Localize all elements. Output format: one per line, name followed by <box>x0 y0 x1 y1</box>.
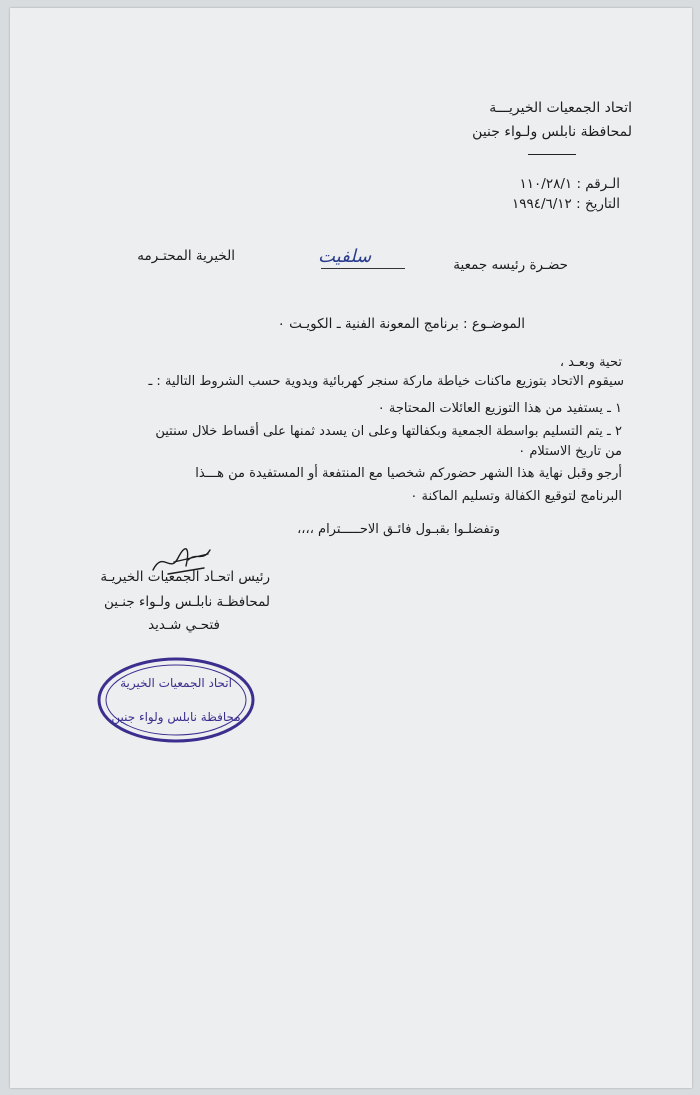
addressee-title: الخيرية المحتـرمه <box>137 248 235 264</box>
condition-item-1: ١ ـ يستفيد من هذا التوزيع العائلات المحتاجة ٠ <box>377 401 622 416</box>
letter-date: التاريخ : ١٩٩٤/٦/١٢ <box>511 196 620 212</box>
signatory-name: فتحـي شـديد <box>148 617 220 633</box>
subject-line: الموضـوع : برنامج المعونة الفنية ـ الكويـت ٠ <box>277 316 525 332</box>
letterhead-line-2: لمحافظة نابلس ولـواء جنين <box>472 124 632 140</box>
addressee-salutation: حضـرة رئيسه جمعية <box>453 257 568 273</box>
request-paragraph: أرجو وقبل نهاية هذا الشهر حضوركم شخصيا مع المنتفعة أو المستفيدة من هـــذا <box>195 466 622 481</box>
stamp-text-bottom: محافظة نابلس ولواء جنين <box>111 710 241 724</box>
condition-item-2: ٢ ـ يتم التسليم بواسطة الجمعية وبكفالتها وعلى ان يسدد ثمنها على أقساط خلال سنتين <box>155 424 622 439</box>
official-stamp <box>95 655 257 745</box>
letterhead-line-1: اتحاد الجمعيات الخيريـــة <box>489 100 632 116</box>
signatory-title: رئيس اتحـاد الجمعيات الخيريـة <box>100 569 270 585</box>
condition-item-2-continued: من تاريخ الاستلام ٠ <box>518 444 622 459</box>
signatory-organization-place: لمحافظـة نابلـس ولـواء جنـين <box>104 594 270 610</box>
request-paragraph-continued: البرنامج لتوقيع الكفالة وتسليم الماكنة ٠ <box>410 489 622 504</box>
closing-phrase: وتفضلـوا بقبـول فائـق الاحـــــترام ،،،، <box>297 522 500 537</box>
letterhead-divider <box>528 154 576 155</box>
addressee-blank-line <box>321 268 405 269</box>
stamp-text-top: اتحاد الجمعيات الخيرية <box>120 676 232 690</box>
body-intro: سيقوم الاتحاد بتوزيع ماكنات خياطة ماركة سنجر كهربائية ويدوية حسب الشروط التالية : ـ <box>148 374 624 389</box>
greeting: تحية وبعـد ، <box>559 355 622 370</box>
addressee-handwritten-name: سلفيت <box>318 246 372 267</box>
reference-number: الـرقم : ١١٠/٢٨/١ <box>519 176 620 192</box>
